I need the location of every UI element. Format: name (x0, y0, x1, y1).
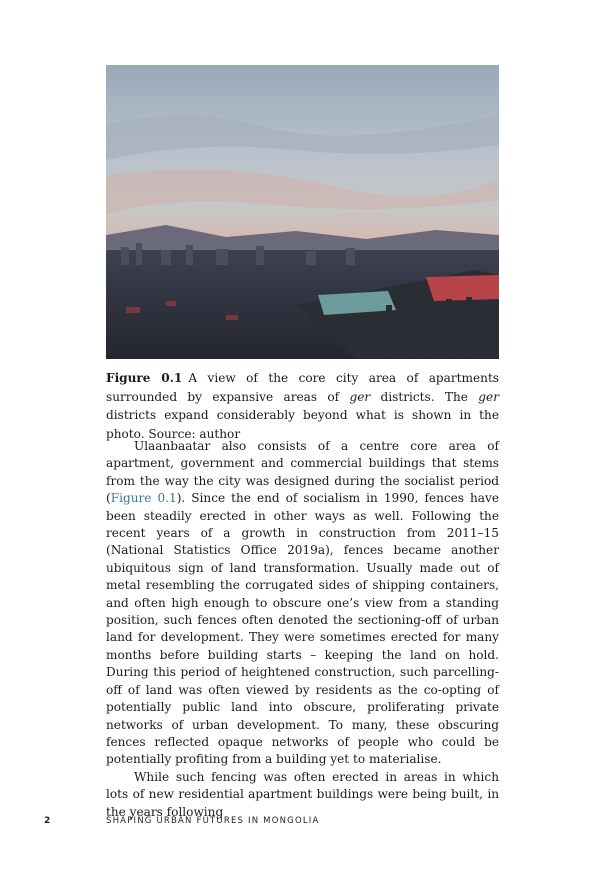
paragraph-text: While such fencing was often erected in areas in which lots of new residential apartment buildings were being built, in the years following (106, 769, 499, 819)
figure-caption (106, 369, 499, 443)
paragraph-text: Ulaanbaatar also consists of a centre core area of apartment, government and commercial buildings that stems from the way the city was designed during the socialist period ( (106, 439, 499, 506)
caption-italic-term: ger (349, 389, 371, 404)
caption-text-segment: A view of the core city area of apartments surrounded by expansive areas of (106, 371, 500, 404)
city-photo-illustration (106, 65, 499, 359)
page-number: 2 (44, 816, 51, 826)
body-paragraph (106, 438, 499, 769)
caption-text-segment: districts. The (370, 389, 479, 404)
figure-label: Figure 0.1 (106, 371, 183, 385)
body-text (106, 438, 499, 821)
body-paragraph (106, 769, 499, 821)
city-photo (106, 65, 499, 359)
paragraph-text: ). Since the end of socialism in 1990, fences have been steadily erected in other ways as well. Following the recent years of a growth in construction from 2011–15 (National Statistics Office 2019a), fences became another ubiquitous sign of land transformation. Usually made out of metal resembling the corrugated sides of shipping containers, and often high enough to obscure one’s view from a standing position, such fences often denoted the sectioning-off of urban land for development. They were sometimes erected for many months before building starts – keeping the land on hold. During this period of heightened construction, such parcelling-off of land was often viewed by residents as the co-opting of potentially public land into obscure, proliferating private networks of urban development. To many, these obscuring fences reflected opaque networks of people who could be potentially profiting from a building yet to materialise. (106, 491, 499, 767)
caption-text-segment: districts expand considerably beyond what is shown in the photo. Source: author (106, 408, 499, 441)
figure-reference-link[interactable]: Figure 0.1 (110, 491, 177, 506)
caption-italic-term: ger (478, 389, 499, 404)
running-head: SHAPING URBAN FUTURES IN MONGOLIA (106, 816, 320, 826)
